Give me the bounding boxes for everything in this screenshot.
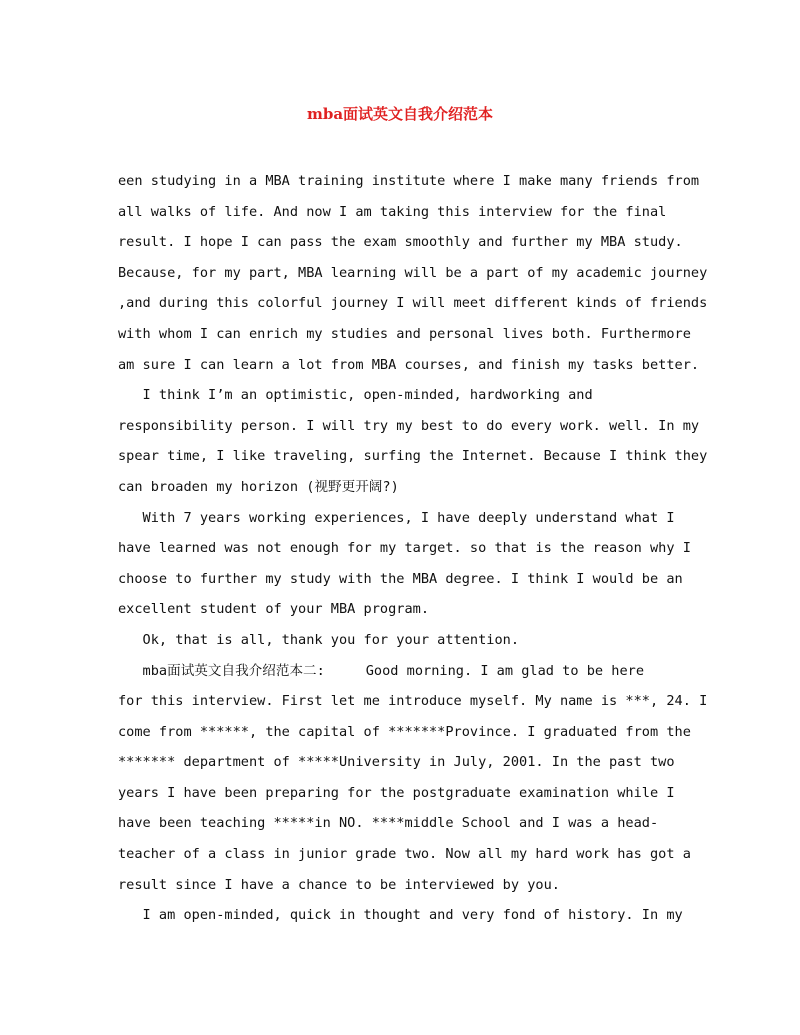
body-line: have been teaching *****in NO. ****middle School and I was a head- <box>118 815 659 832</box>
body-line: choose to further my study with the MBA degree. I think I would be an <box>118 570 683 587</box>
body-line: ,and during this colorful journey I will meet different kinds of friends <box>118 295 708 312</box>
document-body <box>118 166 708 931</box>
body-line: result. I hope I can pass the exam smoothly and further my MBA study. <box>118 234 683 251</box>
body-line: result since I have a chance to be interviewed by you. <box>118 876 560 893</box>
body-line: all walks of life. And now I am taking this interview for the final <box>118 203 667 220</box>
body-line: for this interview. First let me introduce myself. My name is ***, 24. I <box>118 693 708 710</box>
body-line: ******* department of *****University in July, 2001. In the past two <box>118 754 675 771</box>
body-line: excellent student of your MBA program. <box>118 601 429 618</box>
body-line: Because, for my part, MBA learning will be a part of my academic journey <box>118 264 708 281</box>
body-line: I am open-minded, quick in thought and very fond of history. In my <box>118 907 683 924</box>
body-line: teacher of a class in junior grade two. Now all my hard work has got a <box>118 846 691 863</box>
body-line: mba面试英文自我介绍范本二: Good morning. I am glad to be here <box>118 662 645 679</box>
body-line: can broaden my horizon (视野更开阔?) <box>118 478 399 495</box>
body-line: een studying in a MBA training institute where I make many friends from <box>118 173 700 189</box>
body-line: responsibility person. I will try my best to do every work. well. In my <box>118 417 700 434</box>
body-line: have learned was not enough for my target. so that is the reason why I <box>118 540 691 557</box>
body-line: Ok, that is all, thank you for your attention. <box>118 631 520 648</box>
body-line: spear time, I like traveling, surfing the Internet. Because I think they <box>118 448 708 465</box>
body-line: I think I’m an optimistic, open-minded, hardworking and <box>118 387 593 404</box>
body-line: with whom I can enrich my studies and personal lives both. Furthermore <box>118 325 691 342</box>
body-line: am sure I can learn a lot from MBA courses, and finish my tasks better. <box>118 356 700 373</box>
document-title: mba面试英文自我介绍范本 <box>306 105 494 123</box>
body-line: years I have been preparing for the postgraduate examination while I <box>118 784 675 801</box>
body-line: With 7 years working experiences, I have deeply understand what I <box>118 509 675 526</box>
body-line: come from ******, the capital of *******Province. I graduated from the <box>118 723 691 740</box>
